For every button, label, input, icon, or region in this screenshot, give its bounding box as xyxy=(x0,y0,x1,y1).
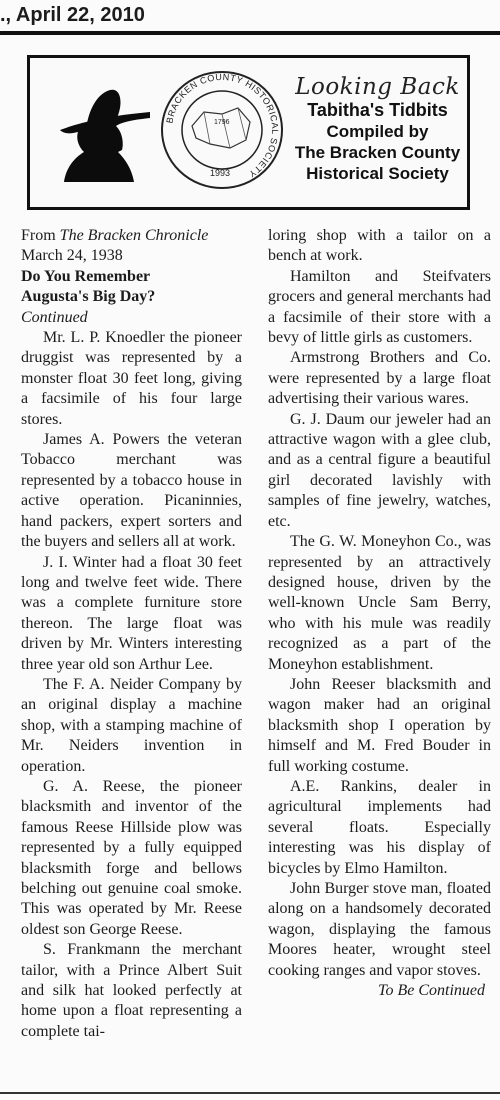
svg-text:1993: 1993 xyxy=(210,168,231,178)
paragraph: John Reeser blacksmith and wagon maker had an original blacksmith shop I operation by himself and M. Fred Bouder in full working costume. xyxy=(268,675,491,775)
paragraph: Mr. L. P. Knoedler the pioneer druggist was represented by a monster float 30 feet long, giving a facsimile of his four large stores. xyxy=(21,329,242,428)
paragraph: John Burger stove man, floated along on a handsomely decorated wagon, displaying the famous Moores heater, wrought steel cooking ranges and vapor stoves. xyxy=(268,880,491,979)
paragraph: James A. Powers the veteran Tobacco merchant was represented by a tobacco house in active operation. Picaninnies, hand packers, expert sorters and the buyers and sellers all at work. xyxy=(21,431,242,551)
source-date: March 24, 1938 xyxy=(21,247,123,265)
paragraph: Hamilton and Steifvaters grocers and general merchants had a facsimile of their store with a bevy of little girls as customers. xyxy=(268,267,491,347)
top-rule xyxy=(0,31,500,35)
silhouette-figure-icon xyxy=(52,72,157,182)
source-publication: The Bracken Chronicle xyxy=(59,227,209,244)
bottom-rule xyxy=(0,1092,500,1094)
compiled-by-line-1: Compiled by xyxy=(326,122,429,141)
paragraph: S. Frankmann the merchant tailor, with a Prince Albert Suit and silk hat looked perfectly at home upon a float representing a complete tai- xyxy=(21,941,242,1040)
compiled-by-line-2: The Bracken County xyxy=(294,143,461,162)
article-column-left xyxy=(21,226,242,1042)
looking-back-title: Looking Back xyxy=(295,74,460,100)
continued-label: Continued xyxy=(21,308,88,326)
svg-text:BRACKEN COUNTY HISTORICAL SOCI: BRACKEN COUNTY HISTORICAL SOCIETY xyxy=(164,71,281,180)
paragraph: G. A. Reese, the pioneer blacksmith and inventor of the famous Reese Hillside plow was represented by a fully equipped blacksmith forge and bellows belching out genuine coal smoke. This was operated by Mr. Reese oldest son George Reese. xyxy=(21,777,242,938)
paragraph: The F. A. Neider Company by an original display a machine shop, with a stamping machine of Mr. Neiders invention in operation. xyxy=(21,675,242,775)
paragraph: J. I. Winter had a float 30 feet long and twelve feet wide. There was a complete furniture store thereon. The large float was driven by Mr. Winters interesting three year old son Arthur Lee. xyxy=(21,553,242,673)
to-be-continued-label: To Be Continued xyxy=(378,982,485,1000)
compiled-by-line-3: Historical Society xyxy=(306,164,449,183)
paragraph: Armstrong Brothers and Co. were represented by a large float advertising their various wares. xyxy=(268,349,491,408)
source-line: From The Bracken Chronicle xyxy=(21,227,209,244)
historical-society-seal-icon xyxy=(152,68,292,193)
paragraph: The G. W. Moneyhon Co., was represented by an attractively designed house, driven by the well-known Uncle Sam Berry, who with his mule was readily recognized as a part of the Moneyhon establishment. xyxy=(268,533,491,673)
paragraph-continuation: loring shop with a tailor on a bench at work. xyxy=(268,227,491,265)
column-title-block xyxy=(285,74,470,184)
headline-line-2: Augusta's Big Day? xyxy=(21,288,156,306)
paragraph: G. J. Daum our jeweler had an attractive wagon with a glee club, and as a central figure a beautiful girl decorated lavishly with samples of fine jewelry, watches, etc. xyxy=(268,410,491,530)
column-subtitle: Tabitha's Tidbits xyxy=(307,100,448,120)
dateline: ., April 22, 2010 xyxy=(0,4,145,26)
headline-line-1: Do You Remember xyxy=(21,267,151,285)
paragraph: A.E. Rankins, dealer in agricultural implements had several floats. Especially interesting was his display of bicycles by Elmo Hamilton. xyxy=(268,777,491,877)
svg-text:1796: 1796 xyxy=(214,119,230,126)
column-header-box xyxy=(27,55,470,210)
article-column-right xyxy=(268,226,491,1001)
